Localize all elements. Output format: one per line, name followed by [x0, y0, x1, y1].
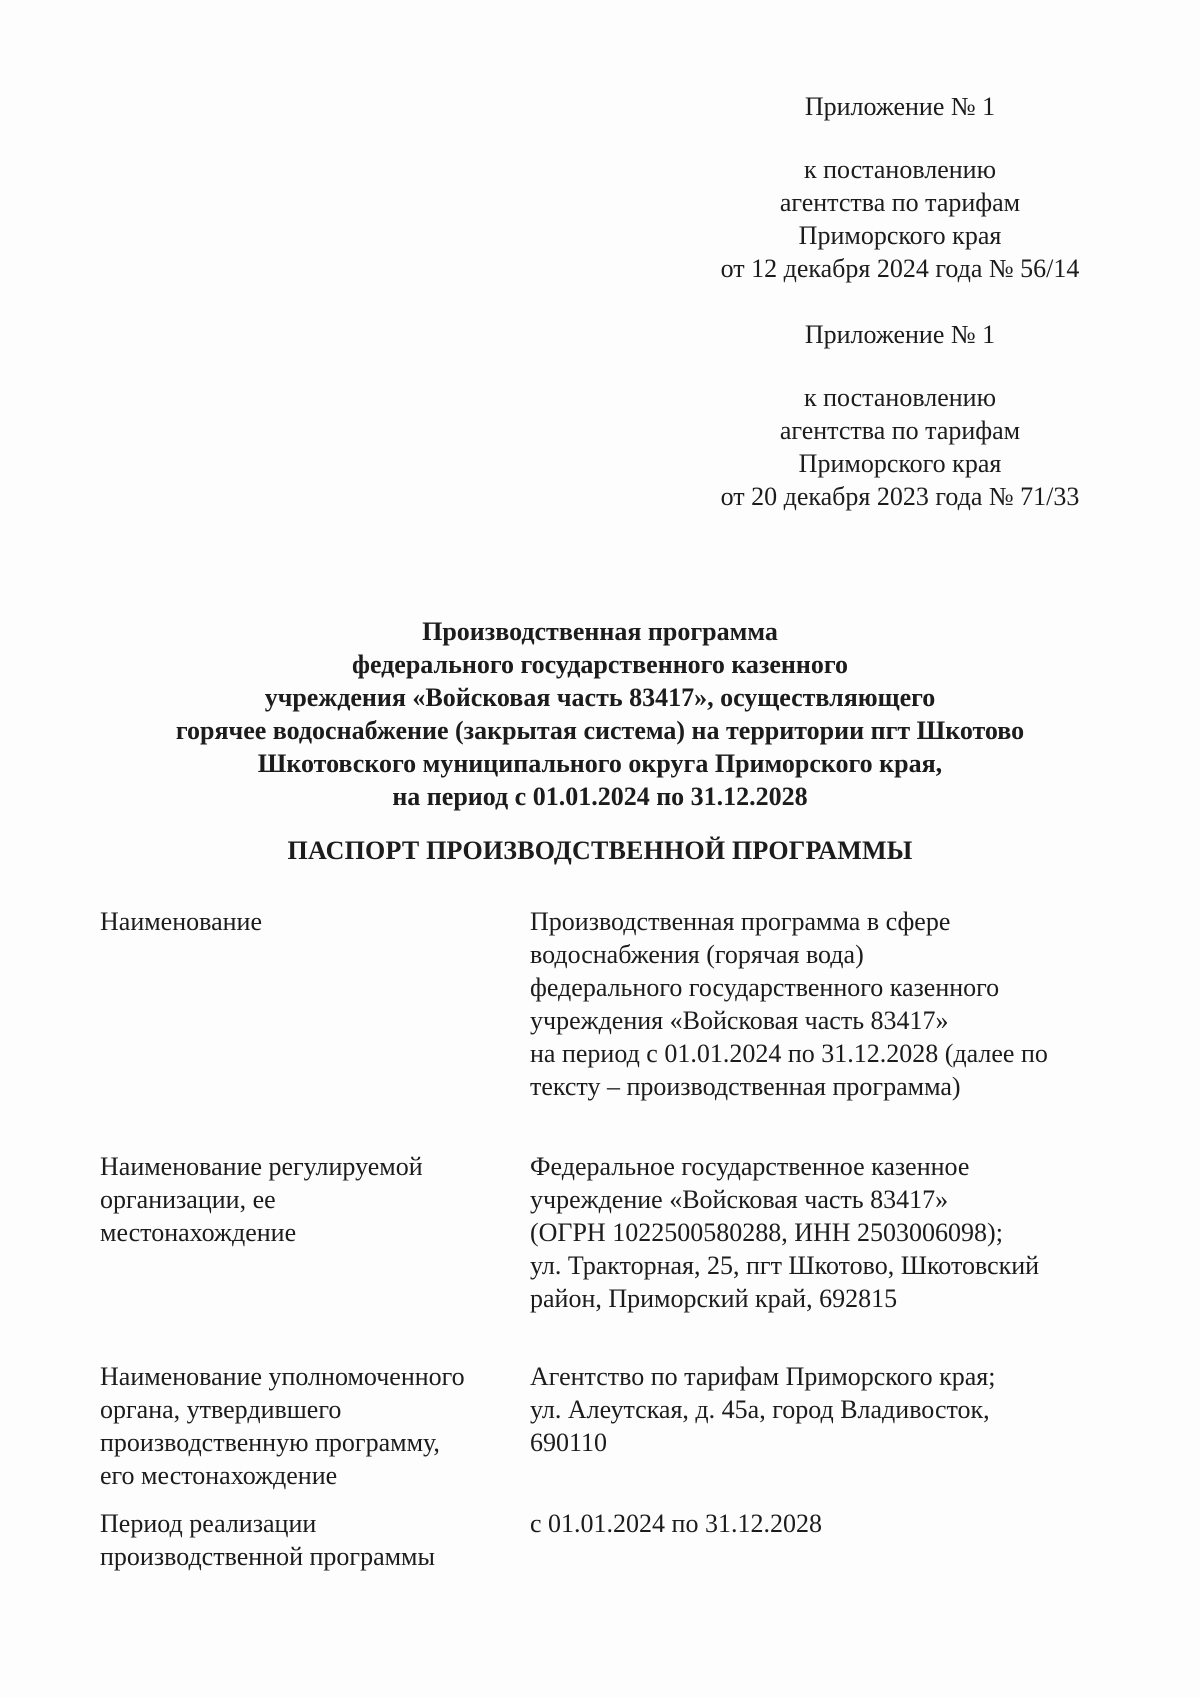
row-label — [100, 1150, 510, 1249]
value-line: учреждения «Войсковая часть 83417» — [530, 1006, 949, 1035]
label-line: органа, утвердившего — [100, 1395, 342, 1424]
label-line: местонахождение — [100, 1218, 297, 1247]
label-line: производственной программы — [100, 1542, 435, 1571]
approval-line: Приморского края — [798, 449, 1002, 478]
value-line: 690110 — [530, 1428, 608, 1457]
label-line: организации, ее — [100, 1185, 276, 1214]
value-line: (ОГРН 1022500580288, ИНН 2503006098); — [530, 1218, 1003, 1247]
title-line: горячее водоснабжение (закрытая система) на территории пгт Шкотово — [175, 716, 1025, 745]
title-line: учреждения «Войсковая часть 83417», осуществляющего — [264, 683, 936, 712]
label-line: производственную программу, — [100, 1428, 440, 1457]
label-line: Наименование уполномоченного — [100, 1362, 465, 1391]
approval-line: Приморского края — [798, 221, 1002, 250]
appendix-label: Приложение № 1 — [804, 320, 996, 349]
value-line: Агентство по тарифам Приморского края; — [530, 1362, 996, 1391]
value-line: ул. Алеутская, д. 45а, город Владивосток, — [530, 1395, 990, 1424]
value-line: Федеральное государственное казенное — [530, 1152, 970, 1181]
value-line: на период с 01.01.2024 по 31.12.2028 (далее по — [530, 1039, 1048, 1068]
approval-line: агентства по тарифам — [779, 416, 1021, 445]
value-line: водоснабжения (горячая вода) — [530, 940, 864, 969]
row-value — [530, 1507, 1120, 1540]
document-title — [60, 615, 1140, 813]
label-line: Наименование регулируемой — [100, 1152, 423, 1181]
label-line: Период реализации — [100, 1509, 317, 1538]
title-line: на период с 01.01.2024 по 31.12.2028 — [392, 782, 808, 811]
appendix-label: Приложение № 1 — [804, 92, 996, 121]
value-line: учреждение «Войсковая часть 83417» — [530, 1185, 949, 1214]
passport-heading: ПАСПОРТ ПРОИЗВОДСТВЕННОЙ ПРОГРАММЫ — [287, 836, 913, 865]
row-label — [100, 905, 510, 938]
approval-date-number: от 20 декабря 2023 года № 71/33 — [720, 482, 1080, 511]
row-value — [530, 905, 1120, 1103]
approval-line: к постановлению — [803, 155, 997, 184]
label-line: его местонахождение — [100, 1461, 338, 1490]
approval-date-number: от 12 декабря 2024 года № 56/14 — [720, 254, 1080, 283]
approval-line: к постановлению — [803, 383, 997, 412]
label-line: Наименование — [100, 907, 262, 936]
approval-block-current — [690, 90, 1110, 285]
value-line: Производственная программа в сфере — [530, 907, 951, 936]
value-line: ул. Тракторная, 25, пгт Шкотово, Шкотовский — [530, 1251, 1040, 1280]
row-value — [530, 1150, 1120, 1315]
value-line: район, Приморский край, 692815 — [530, 1284, 898, 1313]
approval-block-original — [690, 318, 1110, 513]
row-label — [100, 1360, 510, 1492]
value-line: с 01.01.2024 по 31.12.2028 — [530, 1509, 822, 1538]
value-line: тексту – производственная программа) — [530, 1072, 961, 1101]
row-value — [530, 1360, 1120, 1459]
title-line: Производственная программа — [422, 617, 778, 646]
title-line: федерального государственного казенного — [351, 650, 849, 679]
title-line: Шкотовского муниципального округа Приморского края, — [257, 749, 943, 778]
approval-line: агентства по тарифам — [779, 188, 1021, 217]
value-line: федерального государственного казенного — [530, 973, 1000, 1002]
row-label — [100, 1507, 510, 1573]
